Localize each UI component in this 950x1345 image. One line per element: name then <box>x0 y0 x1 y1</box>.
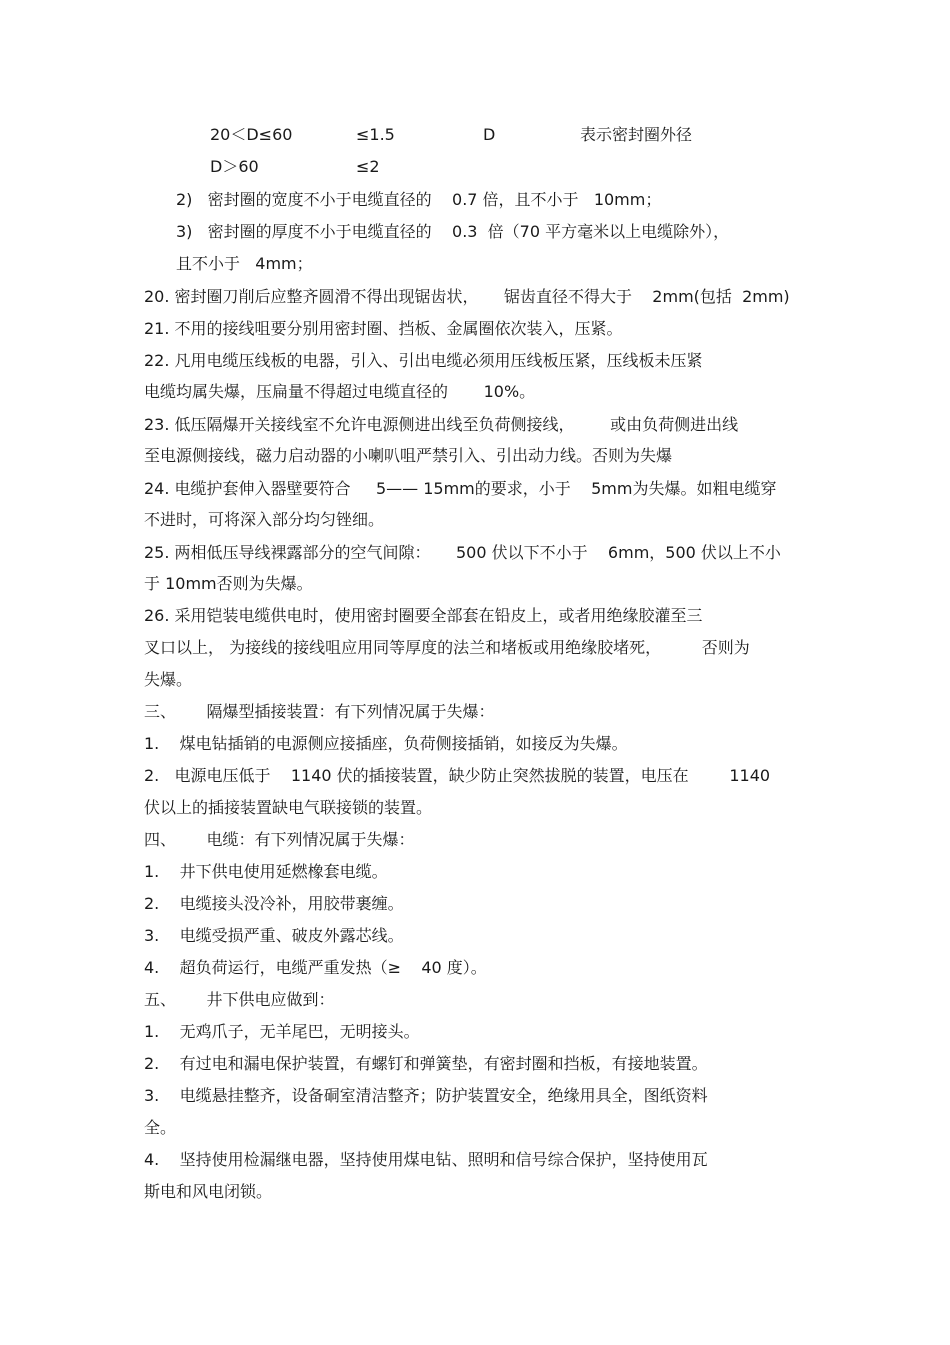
text-line: 22. 凡用电缆压线板的电器，引入、引出电缆必须用压线板压紧，压线板未压紧 <box>144 351 703 370</box>
text-line: 1. 煤电钻插销的电源侧应接插座，负荷侧接插销，如接反为失爆。 <box>144 734 628 753</box>
text-line: 且不小于 4mm； <box>176 254 313 273</box>
text-line: 26. 采用铠装电缆供电时，使用密封圈要全部套在铅皮上，或者用绝缘胶灌至三 <box>144 606 703 625</box>
text-line: 伏以上的插接装置缺电气联接锁的装置。 <box>144 798 433 817</box>
text-line: 23. 低压隔爆开关接线室不允许电源侧进出线至负荷侧接线， 或由负荷侧进出线 <box>144 415 739 434</box>
text-line: 21. 不用的接线咀要分别用密封圈、挡板、金属圈依次装入，压紧。 <box>144 319 623 338</box>
section-heading: 四、 电缆：有下列情况属于失爆： <box>144 830 415 849</box>
table-cell-range: D＞60 <box>210 157 259 176</box>
text-line: 2. 电缆接头没冷补，用胶带裹缠。 <box>144 894 404 913</box>
table-cell-symbol: D <box>483 125 496 144</box>
section-heading: 五、 井下供电应做到： <box>144 990 335 1009</box>
text-line: 20. 密封圈刀削后应整齐圆滑不得出现锯齿状， 锯齿直径不得大于 2mm(包括 2mm) <box>144 287 790 306</box>
text-line: 25. 两相低压导线裸露部分的空气间隙： 500 伏以下不小于 6mm，500 伏以上不小 <box>144 543 781 562</box>
text-line: 失爆。 <box>144 670 193 689</box>
text-line: 叉口以上， 为接线的接线咀应用同等厚度的法兰和堵板或用绝缘胶堵死， 否则为 <box>144 638 750 657</box>
text-line: 3. 电缆悬挂整齐，设备硐室清洁整齐；防护装置安全，绝缘用具全，图纸资料 <box>144 1086 708 1105</box>
table-cell-note: 表示密封圈外径 <box>580 125 693 144</box>
text-line: 2) 密封圈的宽度不小于电缆直径的 0.7 倍，且不小于 10mm； <box>176 190 662 209</box>
text-line: 1. 无鸡爪子，无羊尾巴，无明接头。 <box>144 1022 420 1041</box>
text-line: 4. 超负荷运行，电缆严重发热（≥ 40 度）。 <box>144 958 487 977</box>
table-cell-tolerance: ≤1.5 <box>356 125 395 144</box>
text-line: 3) 密封圈的厚度不小于电缆直径的 0.3 倍（70 平方毫米以上电缆除外）， <box>176 222 730 241</box>
text-line: 3. 电缆受损严重、破皮外露芯线。 <box>144 926 404 945</box>
text-line: 1. 井下供电使用延燃橡套电缆。 <box>144 862 388 881</box>
section-heading: 三、 隔爆型插接装置：有下列情况属于失爆： <box>144 702 495 721</box>
text-line: 4. 坚持使用检漏继电器，坚持使用煤电钻、照明和信号综合保护，坚持使用瓦 <box>144 1150 708 1169</box>
text-line: 全。 <box>144 1118 177 1137</box>
text-line: 斯电和风电闭锁。 <box>144 1182 273 1201</box>
table-cell-range: 20＜D≤60 <box>210 125 293 144</box>
text-line: 于 10mm否则为失爆。 <box>144 574 313 593</box>
text-line: 2. 有过电和漏电保护装置，有螺钉和弹簧垫，有密封圈和挡板，有接地装置。 <box>144 1054 708 1073</box>
text-line: 24. 电缆护套伸入器壁要符合 5—— 15mm的要求，小于 5mm为失爆。如粗电缆穿 <box>144 479 777 498</box>
text-line: 至电源侧接线，磁力启动器的小喇叭咀严禁引入、引出动力线。否则为失爆 <box>144 446 673 465</box>
text-line: 电缆均属失爆，压扁量不得超过电缆直径的 10%。 <box>144 382 536 401</box>
text-line: 不进时，可将深入部分均匀锉细。 <box>144 510 385 529</box>
text-line: 2. 电源电压低于 1140 伏的插接装置，缺少防止突然拔脱的装置，电压在 1140 <box>144 766 771 785</box>
table-cell-tolerance: ≤2 <box>356 157 380 176</box>
